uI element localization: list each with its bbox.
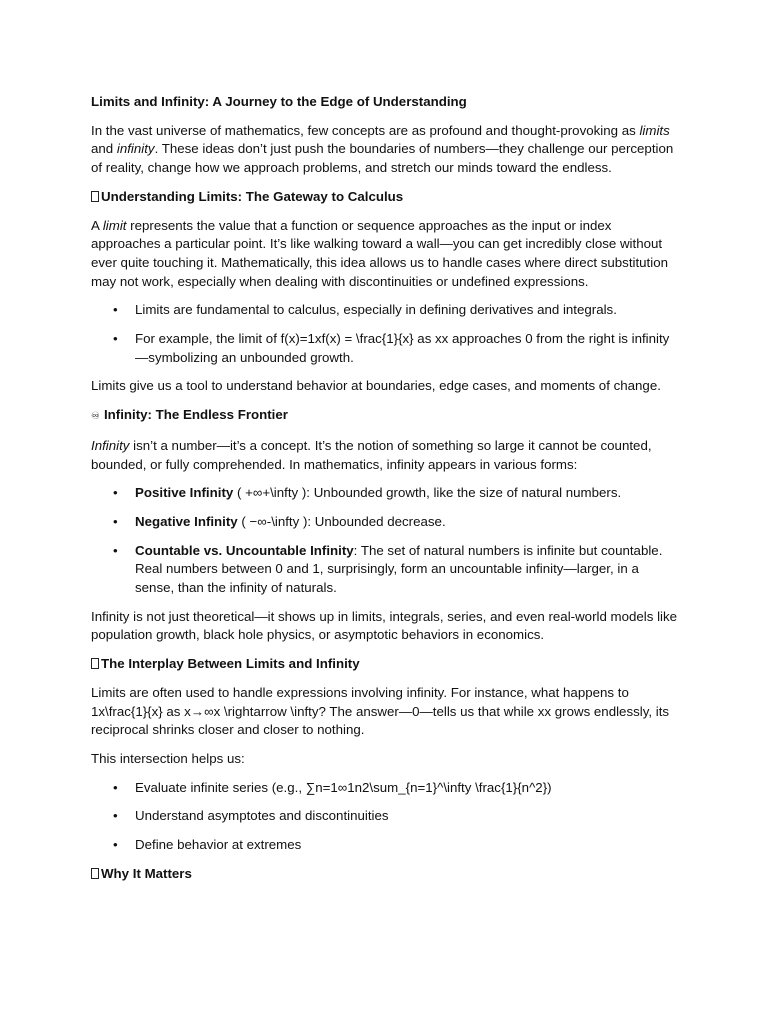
list-item-text: For example, the limit of f(x)=1xf(x) = \frac{1}{x} as xx approaches 0 from the right is infinity—symbolizing an unbounded growth.	[135, 331, 670, 365]
list-item	[91, 779, 681, 798]
bullet-icon: •	[113, 542, 118, 558]
section-heading-infinity-label: Infinity: The Endless Frontier	[103, 407, 288, 423]
intro-emphasis-limits: limits	[639, 122, 670, 138]
document-title: Limits and Infinity: A Journey to the Edge of Understanding	[91, 94, 467, 109]
list-item	[91, 807, 681, 826]
interplay-paragraph-2: This intersection helps us:	[91, 750, 245, 766]
intro-text-1: In the vast universe of mathematics, few concepts are as profound and thought-provoking as	[91, 122, 640, 138]
bullet-icon: •	[113, 779, 118, 795]
section-heading-why	[91, 865, 681, 884]
section-heading-infinity	[91, 406, 681, 427]
bullet-icon: •	[113, 808, 118, 824]
list-item	[91, 542, 681, 598]
infinity-paragraph-2: Infinity is not just theoretical—it shows up in limits, integrals, series, and even real-world models like population growth, black hole physics, or asymptotic behaviors in economics.	[91, 608, 678, 643]
infinity-icon: ♾	[91, 411, 100, 423]
missing-glyph-icon	[91, 658, 99, 669]
bullet-icon: •	[113, 302, 118, 318]
document-body	[91, 93, 681, 894]
intro-paragraph	[91, 122, 681, 178]
limits-paragraph-1	[91, 217, 681, 292]
list-item	[91, 513, 681, 532]
list-item-text: ( +∞+\infty ): Unbounded growth, like the size of natural numbers.	[233, 485, 622, 501]
list-item-term: Positive Infinity	[135, 485, 234, 501]
section-heading-limits	[91, 188, 681, 207]
limits-paragraph-2: Limits give us a tool to understand behavior at boundaries, edge cases, and moments of change.	[91, 378, 661, 394]
list-item-text: ( −∞-\infty ): Unbounded decrease.	[237, 513, 446, 529]
list-item	[91, 836, 681, 855]
list-item	[91, 330, 681, 367]
list-item-text: : The set of natural numbers is infinite but countable. Real numbers between 0 and 1, surprisingly, form an uncountable infinity—larger, in a sense, than the infinity of naturals.	[135, 542, 663, 596]
bullet-icon: •	[113, 837, 118, 853]
interplay-bullet-list	[91, 779, 681, 855]
interplay-paragraph-1: Limits are often used to handle expressions involving infinity. For instance, what happens to 1x\frac{1}{x} as x→∞x \rightarrow \infty? The answer—0—tells us that while xx grows endlessly, its reciprocal shrinks closer and closer to nothing.	[91, 684, 670, 738]
infinity-paragraph-1	[91, 437, 681, 474]
limits-bullet-list	[91, 301, 681, 367]
intro-emphasis-infinity: infinity	[116, 141, 155, 157]
list-item-text: Limits are fundamental to calculus, especially in defining derivatives and integrals.	[135, 302, 617, 318]
limits-text-2: represents the value that a function or sequence approaches as the input or index approaches a particular point. It’s like walking toward a wall—you can get incredibly close without ever quite touching it. Mathematically, this idea allows us to handle cases where direct substitution may not work, especially when dealing with discontinuities or undefined expressions.	[91, 217, 668, 289]
intro-text-3: . These ideas don’t just push the boundaries of numbers—they challenge our perception of reality, change how we approach problems, and stretch our minds toward the endless.	[91, 141, 674, 176]
list-item-term: Countable vs. Uncountable Infinity	[135, 542, 354, 558]
list-item-text: Evaluate infinite series (e.g., ∑n=1∞1n2\sum_{n=1}^\infty \frac{1}{n^2})	[135, 779, 552, 795]
infinity-emphasis: Infinity	[91, 437, 130, 453]
bullet-icon: •	[113, 485, 118, 501]
missing-glyph-icon	[91, 191, 99, 202]
list-item-text: Understand asymptotes and discontinuities	[135, 808, 389, 824]
list-item-text: Define behavior at extremes	[135, 837, 302, 853]
bullet-icon: •	[113, 331, 118, 347]
infinity-text-1: isn’t a number—it’s a concept. It’s the notion of something so large it cannot be counted, bounded, or fully comprehended. In mathematics, infinity appears in various forms:	[91, 437, 652, 472]
limits-text-1: A	[91, 217, 103, 233]
limits-emphasis-limit: limit	[102, 217, 127, 233]
list-item-term: Negative Infinity	[135, 513, 238, 529]
section-heading-interplay	[91, 655, 681, 674]
section-heading-interplay-label: The Interplay Between Limits and Infinity	[101, 656, 360, 672]
infinity-bullet-list	[91, 484, 681, 598]
intro-text-2: and	[91, 141, 117, 157]
section-heading-why-label: Why It Matters	[101, 865, 192, 881]
list-item	[91, 484, 681, 503]
bullet-icon: •	[113, 513, 118, 529]
missing-glyph-icon	[91, 868, 99, 879]
list-item	[91, 301, 681, 320]
section-heading-limits-label: Understanding Limits: The Gateway to Calculus	[101, 188, 404, 204]
